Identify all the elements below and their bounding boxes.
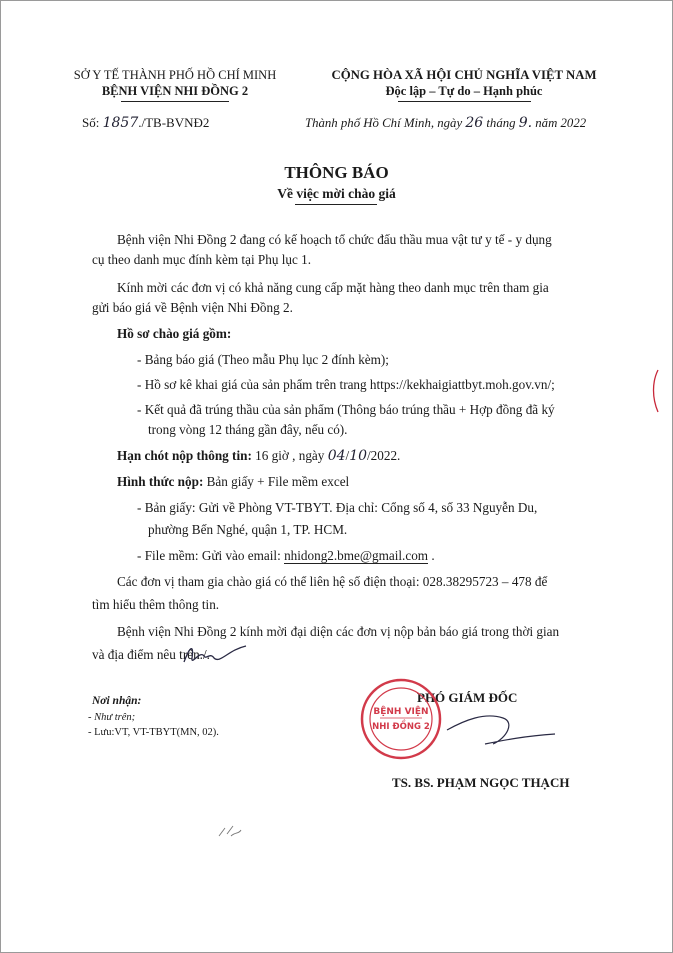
svg-text:BỆNH VIỆN: BỆNH VIỆN <box>373 707 429 717</box>
submission-method: Hình thức nộp: Bản giấy + File mềm excel <box>117 474 350 489</box>
paper-submission-line-2: phường Bến Nghé, quận 1, TP. HCM. <box>148 522 348 537</box>
motto-underline <box>398 101 531 102</box>
body-paragraph-1-line-2: cụ theo danh mục đính kèm tại Phụ lục 1. <box>92 252 312 267</box>
issuer-department: SỞ Y TẾ THÀNH PHỐ HỒ CHÍ MINH <box>73 68 277 82</box>
closing-line-1: Bệnh viện Nhi Đồng 2 kính mời đại diện các đơn vị nộp bản báo giá trong thời gian <box>117 624 560 639</box>
body-paragraph-2-line-1: Kính mời các đơn vị có khả năng cung cấp mặt hàng theo danh mục trên tham gia <box>117 280 549 295</box>
national-title: CỘNG HÒA XÃ HỘI CHỦ NGHĨA VIỆT NAM <box>331 68 597 82</box>
recipient-2: - Lưu:VT, VT-TBYT(MN, 02). <box>88 727 219 738</box>
contact-line-1: Các đơn vị tham gia chào giá có thể liên hệ số điện thoại: 028.38295723 – 478 để <box>117 574 548 589</box>
document-title: THÔNG BÁO <box>284 163 389 182</box>
svg-text:NHI ĐỒNG 2: NHI ĐỒNG 2 <box>372 722 430 732</box>
dossier-item-3-line-2: trong vòng 12 tháng gần đây, nếu có). <box>148 422 348 437</box>
margin-red-mark <box>650 368 662 416</box>
hospital-seal-stamp <box>358 676 444 762</box>
dossier-item-2: - Hồ sơ kê khai giá của sản phẩm trên trang https://kekhaigiattbyt.moh.gov.vn/; <box>137 377 555 392</box>
issuer-hospital: BỆNH VIỆN NHI ĐỒNG 2 <box>101 84 249 98</box>
closing-line-2: và địa điểm nêu trên./. <box>92 647 210 662</box>
initials-scribble <box>176 640 266 670</box>
deadline-line: Hạn chót nộp thông tin: 16 giờ , ngày 04/10/2022. <box>117 448 401 464</box>
dossier-heading: Hồ sơ chào giá gồm: <box>117 326 232 341</box>
body-paragraph-2-line-2: gửi báo giá về Bệnh viện Nhi Đồng 2. <box>92 300 293 315</box>
document-subject: Về việc mời chào giá <box>277 186 396 201</box>
subject-underline <box>295 204 377 205</box>
signer-position: PHÓ GIÁM ĐỐC <box>417 690 518 705</box>
dossier-item-3-line-1: - Kết quả đã trúng thầu của sản phẩm (Thông báo trúng thầu + Hợp đồng đã ký <box>137 402 555 417</box>
document-number: Số: 1857./TB-BVNĐ2 <box>82 115 210 131</box>
body-paragraph-1-line-1: Bệnh viện Nhi Đồng 2 đang có kế hoạch tổ chức đấu thầu mua vật tư y tế - y dụng <box>117 232 552 247</box>
contact-line-2: tìm hiểu thêm thông tin. <box>92 597 220 612</box>
paper-submission-line-1: - Bản giấy: Gửi về Phòng VT-TBYT. Địa chỉ: Cổng số 4, số 33 Nguyễn Du, <box>137 500 538 515</box>
signature-scribble <box>445 700 585 770</box>
national-motto: Độc lập – Tự do – Hạnh phúc <box>385 84 543 98</box>
soft-file-line: - File mềm: Gửi vào email: nhidong2.bme@gmail.com . <box>137 548 435 563</box>
contact-email-link[interactable]: nhidong2.bme@gmail.com <box>284 548 429 563</box>
recipients-heading: Nơi nhận: <box>92 695 142 707</box>
signer-name: TS. BS. PHẠM NGỌC THẠCH <box>392 775 570 790</box>
recipient-1: - Như trên; <box>88 712 136 723</box>
stray-ink-mark <box>215 820 245 842</box>
dossier-item-1: - Bảng báo giá (Theo mẫu Phụ lục 2 đính kèm); <box>137 352 389 367</box>
hospital-underline <box>121 101 229 102</box>
document-date: Thành phố Hồ Chí Minh, ngày 26 tháng 9. năm 2022 <box>305 115 587 131</box>
